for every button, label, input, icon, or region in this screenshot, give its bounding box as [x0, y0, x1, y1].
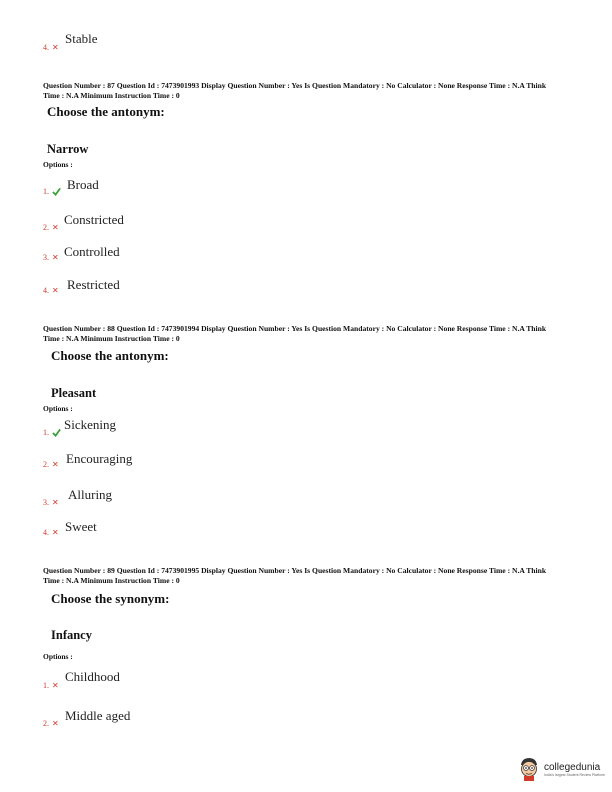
option-number	[43, 223, 59, 232]
option-text: Sickening	[64, 417, 116, 432]
mascot-icon	[518, 757, 540, 781]
check-icon	[52, 187, 61, 196]
question-word: Narrow	[47, 142, 89, 156]
option-number-label: 3.	[43, 253, 49, 262]
option-text: Alluring	[68, 487, 113, 502]
option-number-label: 1.	[43, 681, 49, 690]
option-number	[43, 498, 59, 507]
cross-icon: ✕	[52, 681, 59, 690]
option-number	[43, 719, 59, 728]
question-instruction: Choose the synonym:	[51, 591, 170, 606]
cross-icon: ✕	[52, 253, 59, 262]
cross-icon: ✕	[52, 43, 59, 52]
logo-name: collegedunia	[544, 761, 601, 773]
option-text: Restricted	[67, 277, 120, 292]
cross-icon: ✕	[52, 460, 59, 469]
option-number-label: 4.	[43, 528, 49, 537]
option-number-label: 2.	[43, 460, 49, 469]
option-text: Sweet	[65, 519, 97, 534]
option-number	[43, 528, 59, 537]
option-text: Encouraging	[66, 451, 133, 466]
question-word: Pleasant	[51, 386, 97, 400]
options-label: Options :	[43, 160, 73, 169]
option-number	[43, 286, 59, 295]
option-text: Controlled	[64, 244, 120, 259]
question-meta: Question Number : 88 Question Id : 7473901994 Display Question Number : Yes Is Question Mandatory : No Calculator : None Response Time : N.A Think Time : N.A Minimum Instruction Time : 0	[43, 324, 547, 343]
option-text: Constricted	[64, 212, 124, 227]
option-number	[43, 253, 59, 262]
option-number-label: 2.	[43, 719, 49, 728]
option-number-label: 4.	[43, 286, 49, 295]
cross-icon: ✕	[52, 719, 59, 728]
logo-tagline: India's largest Student Review Platform	[544, 772, 605, 777]
option-number-label: 1.	[43, 428, 49, 437]
question-meta: Question Number : 87 Question Id : 7473901993 Display Question Number : Yes Is Question Mandatory : No Calculator : None Response Time : N.A Think Time : N.A Minimum Instruction Time : 0	[43, 81, 547, 100]
option-number-label: 4.	[43, 43, 49, 52]
option-number	[43, 681, 59, 690]
question-instruction: Choose the antonym:	[51, 348, 169, 363]
option-text: Middle aged	[65, 708, 131, 723]
check-icon	[52, 428, 61, 437]
option-text: Childhood	[65, 669, 120, 684]
cross-icon: ✕	[52, 528, 59, 537]
option-text: Broad	[67, 177, 99, 192]
cross-icon: ✕	[52, 223, 59, 232]
option-number	[43, 43, 59, 52]
options-label: Options :	[43, 404, 73, 413]
collegedunia-logo	[518, 757, 605, 781]
options-label: Options :	[43, 652, 73, 661]
option-text: Stable	[65, 31, 98, 46]
option-number-label: 2.	[43, 223, 49, 232]
question-meta: Question Number : 89 Question Id : 7473901995 Display Question Number : Yes Is Question Mandatory : No Calculator : None Response Time : N.A Think Time : N.A Minimum Instruction Time : 0	[43, 566, 547, 585]
cross-icon: ✕	[52, 286, 59, 295]
option-number	[43, 187, 61, 196]
option-number-label: 3.	[43, 498, 49, 507]
question-word: Infancy	[51, 628, 92, 642]
option-number-label: 1.	[43, 187, 49, 196]
option-number	[43, 460, 59, 469]
question-instruction: Choose the antonym:	[47, 104, 165, 119]
option-number	[43, 428, 61, 437]
cross-icon: ✕	[52, 498, 59, 507]
